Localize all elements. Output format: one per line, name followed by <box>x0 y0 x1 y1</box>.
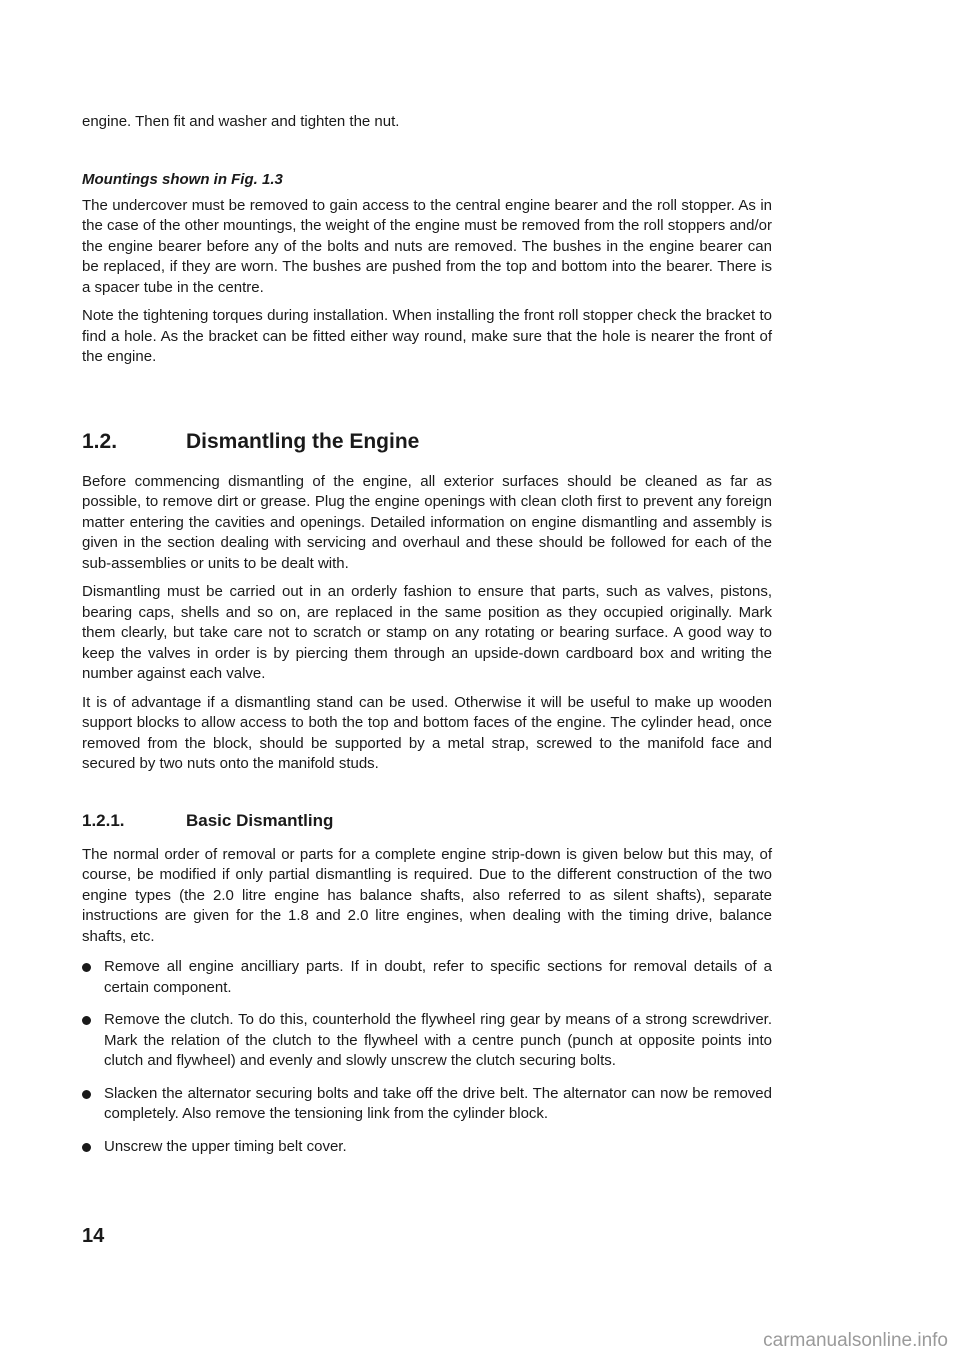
page-number: 14 <box>82 1225 105 1247</box>
bullet-list <box>82 957 772 1157</box>
subsection-heading <box>82 811 772 831</box>
watermark-text: carmanualsonline.info <box>763 1330 948 1351</box>
section-heading <box>82 430 772 454</box>
bullet-icon <box>82 1090 91 1099</box>
list-item-text: Remove all engine ancilliary parts. If in doubt, refer to specific sections for removal details of a certain component. <box>104 958 772 996</box>
list-item <box>82 957 772 998</box>
subsection-title: Basic Dismantling <box>186 810 334 830</box>
section-title: Dismantling the Engine <box>186 429 420 453</box>
list-item <box>82 1084 772 1125</box>
section-paragraph-2: Dismantling must be carried out in an orderly fashion to ensure that parts, such as valves, pistons, bearing caps, shells and so on, are replaced in the same position as they occupied originally. Mark them clearly, but take care not to scratch or stamp on any rotating or bearing surface. A good way to keep the valves in order is by piercing them through an upside-down cardboard box and writing the number against each valve. <box>82 583 772 682</box>
list-item <box>82 1010 772 1072</box>
bullet-icon <box>82 963 91 972</box>
subsection-paragraph-1: The normal order of removal or parts for a complete engine strip-down is given below but this may, of course, be modified if only partial dismantling is required. Due to the different construction of the two engine types (the 2.0 litre engine has balance shafts, also referred to as silent shafts), separate instructions are given for the 1.8 and 2.0 litre engines, when dealing with the timing drive, balance shafts, etc. <box>82 845 772 945</box>
subsection-number: 1.2.1. <box>82 810 125 830</box>
mountings-heading: Mountings shown in Fig. 1.3 <box>82 170 283 188</box>
mountings-paragraph-1: The undercover must be removed to gain access to the central engine bearer and the roll stopper. As in the case of the other mountings, the weight of the engine must be removed from the roll stoppers and/or the engine bearer before any of the bolts and nuts are removed. The bushes in the engine bearer can be replaced, if they are worn. The bushes are pushed from the top and bottom into the bearer. There is a spacer tube in the centre. <box>82 196 772 296</box>
list-item-text: Remove the clutch. To do this, counterhold the flywheel ring gear by means of a strong screwdriver. Mark the relation of the clutch to the flywheel with a centre punch (punch at opposite points into clutch and flywheel) and evenly and slowly unscrew the clutch securing bolts. <box>104 1011 772 1069</box>
section-paragraph-3: It is of advantage if a dismantling stand can be used. Otherwise it will be useful to make up wooden support blocks to allow access to both the top and bottom faces of the engine. The cylinder head, once removed from the block, should be supported by a metal strap, screwed to the manifold face and secured by two nuts onto the manifold studs. <box>82 693 772 772</box>
bullet-icon <box>82 1016 91 1025</box>
section-paragraph-1: Before commencing dismantling of the engine, all exterior surfaces should be cleaned as far as possible, to remove dirt or grease. Plug the engine openings with clean cloth first to prevent any foreign matter entering the cavities and openings. Detailed information on engine dismantling and assembly is given in the section dealing with servicing and overhaul and these should be followed for each of the sub-assemblies or units to be dealt with. <box>82 472 772 572</box>
mountings-paragraph-2: Note the tightening torques during installation. When installing the front roll stopper check the bracket to find a hole. As the bracket can be fitted either way round, make sure that the hole is nearer the front of the engine. <box>82 307 772 365</box>
lead-text: engine. Then fit and washer and tighten the nut. <box>82 113 400 130</box>
list-item <box>82 1137 772 1158</box>
section-number: 1.2. <box>82 429 118 453</box>
page-content <box>82 112 772 1169</box>
bullet-icon <box>82 1143 91 1152</box>
list-item-text: Unscrew the upper timing belt cover. <box>104 1137 347 1155</box>
list-item-text: Slacken the alternator securing bolts and take off the drive belt. The alternator can now be removed completely. Also remove the tensioning link from the cylinder block. <box>104 1084 772 1122</box>
